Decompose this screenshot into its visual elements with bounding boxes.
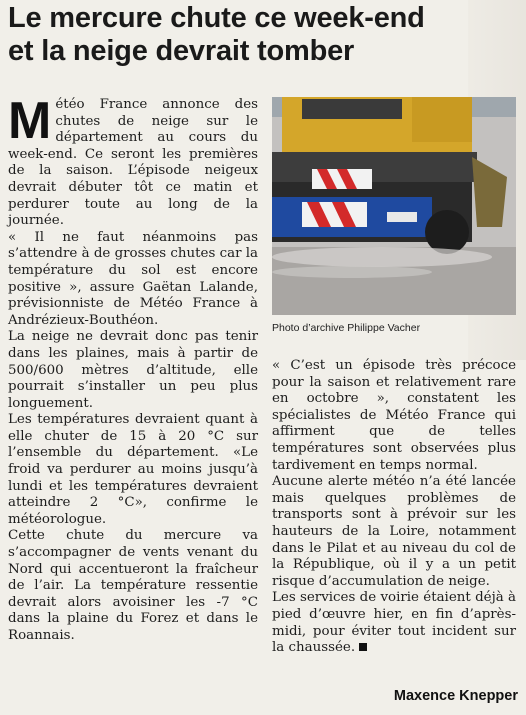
paragraph-3: La neige ne devrait donc pas tenir dans les plaines, mais à partir de 500/600 mètres d’altitude, elle pourrait s’installer un peu plus longuement. <box>8 329 258 411</box>
paragraph-1-text: étéo France annonce des chutes de neige sur le département au cours du week-end. Ce seront les premières de la saison. L’épisode neigeux devrait débuter tôt ce matin et perdurer toute au long de la journée. <box>8 97 258 229</box>
snowplow-truck-image <box>272 97 516 315</box>
end-of-article-mark <box>359 643 367 651</box>
drop-cap: M <box>8 92 52 150</box>
headline-line-1: Le mercure chute ce week-end <box>8 2 425 34</box>
paragraph-5: Cette chute du mercure va s’accompagner de vents venant du Nord qui accentueront la fraîcheur de l’air. La température ressentie devrait alors avoisiner les -7 °C dans la plaine du Forez et dans le Roannais. <box>8 528 258 643</box>
paragraph-8-text: Les services de voirie étaient déjà à pied d’œuvre hier, en fin d’après-midi, pour éviter tout incident sur la chaussée. <box>272 590 516 656</box>
paragraph-7: Aucune alerte météo n’a été lancée mais quelques problèmes de transports sont à prévoir sur les hauteurs de la Loire, notamment dans le Pilat et au niveau du col de la République, où il y a un petit risque d’accumulation de neige. <box>272 474 516 589</box>
paragraph-4: Les températures devraient quant à elle chuter de 15 à 20 °C sur l’ensemble du département. «Le froid va perdurer au moins jusqu’à lundi et les températures devraient atteindre 2 °C», confirme le météorologue. <box>8 412 258 527</box>
snowplow-photo <box>272 97 516 315</box>
headline-line-2: et la neige devrait tomber <box>8 35 355 67</box>
byline: Maxence Knepper <box>393 688 518 704</box>
paragraph-6: « C’est un épisode très précoce pour la saison et relativement rare en octobre », constatent les spécialistes de Météo France qui affirment que de telles températures sont observées plus tardivement en temps normal. <box>272 358 516 473</box>
article-column-left <box>8 92 258 645</box>
paragraph-2: « Il ne faut néanmoins pas s’attendre à de grosses chutes car la température du sol est encore positive », assure Gaëtan Lalande, prévisionniste de Météo France à Andrézieux-Bouthéon. <box>8 229 258 328</box>
headline <box>8 2 518 68</box>
article-column-right <box>272 358 516 657</box>
photo-caption: Photo d’archive Philippe Vacher <box>272 322 421 334</box>
paragraph-1 <box>8 92 258 230</box>
paragraph-8 <box>272 590 516 656</box>
